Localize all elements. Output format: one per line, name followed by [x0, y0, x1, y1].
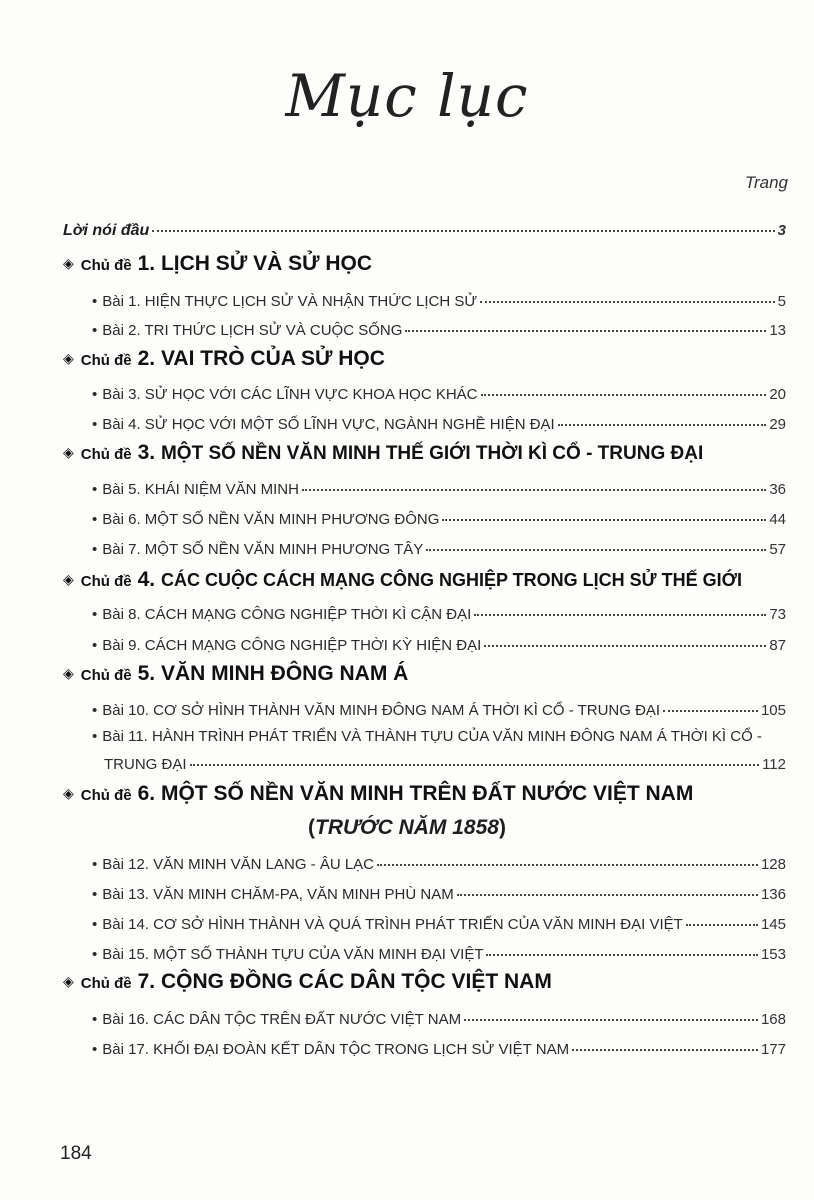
dot-leader	[457, 879, 758, 896]
diamond-bullet-icon: ◈	[63, 444, 74, 460]
toc-lesson-16[interactable]	[92, 1007, 786, 1028]
lesson-label: Bài 9. CÁCH MẠNG CÔNG NGHIỆP THỜI KỲ HIỆN ĐẠI	[102, 637, 482, 654]
lesson-page: 87	[769, 637, 786, 654]
toc-lesson-9[interactable]	[92, 633, 786, 654]
lesson-page: 128	[760, 856, 786, 873]
toc-lesson-2[interactable]	[92, 318, 786, 339]
subtitle-close-paren: )	[498, 816, 506, 839]
lesson-label: Bài 8. CÁCH MẠNG CÔNG NGHIỆP THỜI KÌ CẬN ĐẠI	[102, 606, 472, 623]
bullet-icon: •	[92, 916, 98, 933]
toc-topic-2[interactable]	[63, 347, 786, 371]
toc-topic-3[interactable]	[63, 441, 786, 465]
diamond-bullet-icon: ◈	[63, 665, 74, 681]
topic-number: 6.	[137, 782, 156, 805]
toc-entry-preface[interactable]	[63, 217, 786, 240]
bullet-icon: •	[92, 511, 98, 528]
dot-leader	[486, 939, 757, 956]
topic-title: VĂN MINH ĐÔNG NAM Á	[160, 662, 409, 685]
topic-prefix: Chủ đề	[80, 975, 132, 992]
lesson-label: Bài 10. CƠ SỞ HÌNH THÀNH VĂN MINH ĐÔNG NAM Á THỜI KÌ CỔ - TRUNG ĐẠI	[102, 702, 661, 719]
page-title: Mục lục	[285, 62, 529, 130]
dot-leader	[442, 504, 766, 521]
bullet-icon: •	[92, 637, 98, 654]
bullet-icon: •	[92, 702, 98, 719]
bullet-icon: •	[92, 1011, 98, 1028]
lesson-page: 29	[769, 416, 786, 433]
dot-leader	[405, 315, 766, 332]
topic-number: 1.	[137, 252, 156, 275]
lesson-page: 44	[769, 511, 786, 528]
lesson-page: 136	[760, 886, 786, 903]
lesson-label: Bài 3. SỬ HỌC VỚI CÁC LĨNH VỰC KHOA HỌC KHÁC	[102, 386, 478, 403]
topic-title: LỊCH SỬ VÀ SỬ HỌC	[160, 252, 373, 275]
topic-prefix: Chủ đề	[80, 573, 132, 590]
dot-leader	[480, 286, 774, 303]
lesson-page: 73	[769, 606, 786, 623]
lesson-page: 5	[777, 293, 786, 310]
toc-topic-6[interactable]	[63, 782, 786, 806]
topic-title: CỘNG ĐỒNG CÁC DÂN TỘC VIỆT NAM	[160, 970, 552, 993]
bullet-icon: •	[92, 1041, 98, 1058]
topic-prefix: Chủ đề	[80, 446, 132, 463]
bullet-icon: •	[92, 541, 98, 558]
topic-6-subtitle	[0, 816, 814, 840]
diamond-bullet-icon: ◈	[63, 255, 74, 271]
toc-lesson-11-continuation[interactable]	[104, 752, 786, 773]
diamond-bullet-icon: ◈	[63, 571, 74, 587]
lesson-page: 112	[762, 756, 786, 773]
toc-lesson-7[interactable]	[92, 537, 786, 558]
toc-lesson-6[interactable]	[92, 507, 786, 528]
subtitle-text: TRƯỚC NĂM	[315, 816, 453, 839]
lesson-page: 20	[769, 386, 786, 403]
lesson-label: Bài 12. VĂN MINH VĂN LANG - ÂU LẠC	[102, 856, 375, 873]
lesson-page: 168	[760, 1011, 786, 1028]
page-number: 184	[60, 1143, 92, 1164]
lesson-label: Bài 2. TRI THỨC LỊCH SỬ VÀ CUỘC SỐNG	[102, 322, 403, 339]
diamond-bullet-icon: ◈	[63, 350, 74, 366]
toc-entry-label: Lời nói đầu	[63, 222, 150, 239]
bullet-icon: •	[92, 322, 98, 339]
subtitle-open-paren: (	[308, 816, 316, 839]
lesson-label: Bài 11. HÀNH TRÌNH PHÁT TRIỂN VÀ THÀNH TỰU CỦA VĂN MINH ĐÔNG NAM Á THỜI KÌ CỔ -	[102, 728, 762, 745]
toc-lesson-17[interactable]	[92, 1037, 786, 1058]
bullet-icon: •	[92, 481, 98, 498]
toc-topic-5[interactable]	[63, 662, 786, 686]
toc-lesson-12[interactable]	[92, 852, 786, 873]
toc-lesson-5[interactable]	[92, 477, 786, 498]
toc-lesson-1[interactable]	[92, 289, 786, 310]
topic-number: 2.	[137, 347, 156, 370]
diamond-bullet-icon: ◈	[63, 785, 74, 801]
toc-lesson-11[interactable]	[92, 728, 786, 745]
toc-topic-1[interactable]	[63, 252, 786, 276]
lesson-label: Bài 1. HIỆN THỰC LỊCH SỬ VÀ NHẬN THỨC LỊCH SỬ	[102, 293, 478, 310]
lesson-label: Bài 4. SỬ HỌC VỚI MỘT SỐ LĨNH VỰC, NGÀNH NGHỀ HIỆN ĐẠI	[102, 416, 555, 433]
dot-leader	[663, 695, 758, 712]
lesson-page: 36	[769, 481, 786, 498]
dot-leader	[558, 409, 767, 426]
bullet-icon: •	[92, 886, 98, 903]
dot-leader	[190, 749, 760, 766]
topic-number: 7.	[137, 970, 156, 993]
lesson-page: 145	[760, 916, 786, 933]
lesson-label: Bài 6. MỘT SỐ NỀN VĂN MINH PHƯƠNG ĐÔNG	[102, 511, 440, 528]
bullet-icon: •	[92, 293, 98, 310]
toc-topic-4[interactable]	[63, 568, 786, 592]
dot-leader	[686, 909, 758, 926]
dot-leader	[302, 474, 766, 491]
toc-lesson-8[interactable]	[92, 602, 786, 623]
lesson-label: Bài 14. CƠ SỞ HÌNH THÀNH VÀ QUÁ TRÌNH PHÁT TRIỂN CỦA VĂN MINH ĐẠI VIỆT	[102, 916, 683, 933]
dot-leader	[474, 599, 766, 616]
toc-lesson-10[interactable]	[92, 698, 786, 719]
dot-leader	[484, 630, 766, 647]
lesson-label: Bài 5. KHÁI NIỆM VĂN MINH	[102, 481, 299, 498]
bullet-icon: •	[92, 728, 98, 745]
bullet-icon: •	[92, 386, 98, 403]
topic-title: MỘT SỐ NỀN VĂN MINH TRÊN ĐẤT NƯỚC VIỆT NAM	[160, 782, 694, 805]
toc-lesson-14[interactable]	[92, 912, 786, 933]
topic-number: 5.	[137, 662, 156, 685]
lesson-label: Bài 15. MỘT SỐ THÀNH TỰU CỦA VĂN MINH ĐẠI VIỆT	[102, 946, 484, 963]
lesson-page: 57	[769, 541, 786, 558]
topic-prefix: Chủ đề	[80, 352, 132, 369]
topic-prefix: Chủ đề	[80, 787, 132, 804]
topic-title: MỘT SỐ NỀN VĂN MINH THẾ GIỚI THỜI KÌ CỔ - TRUNG ĐẠI	[160, 443, 704, 464]
bullet-icon: •	[92, 946, 98, 963]
toc-entry-page: 3	[777, 222, 786, 239]
toc-lesson-15[interactable]	[92, 942, 786, 963]
toc-lesson-13[interactable]	[92, 882, 786, 903]
lesson-page: 13	[769, 322, 786, 339]
bullet-icon: •	[92, 606, 98, 623]
topic-title: VAI TRÒ CỦA SỬ HỌC	[160, 347, 385, 370]
lesson-page: 177	[760, 1041, 786, 1058]
dot-leader	[152, 214, 774, 232]
subtitle-year: 1858	[452, 816, 499, 839]
lesson-page: 153	[760, 946, 786, 963]
lesson-label: Bài 16. CÁC DÂN TỘC TRÊN ĐẤT NƯỚC VIỆT NAM	[102, 1011, 462, 1028]
dot-leader	[572, 1034, 758, 1051]
toc-topic-7[interactable]	[63, 970, 786, 994]
toc-lesson-4[interactable]	[92, 412, 786, 433]
topic-prefix: Chủ đề	[80, 257, 132, 274]
topic-number: 4.	[137, 568, 156, 591]
dot-leader	[426, 534, 766, 551]
diamond-bullet-icon: ◈	[63, 973, 74, 989]
dot-leader	[464, 1004, 758, 1021]
bullet-icon: •	[92, 416, 98, 433]
bullet-icon: •	[92, 856, 98, 873]
lesson-label: Bài 7. MỘT SỐ NỀN VĂN MINH PHƯƠNG TÂY	[102, 541, 424, 558]
topic-title: CÁC CUỘC CÁCH MẠNG CÔNG NGHIỆP TRONG LỊCH SỬ THẾ GIỚI	[160, 570, 742, 590]
lesson-page: 105	[760, 702, 786, 719]
dot-leader	[481, 379, 767, 396]
topic-number: 3.	[137, 441, 156, 464]
topic-prefix: Chủ đề	[80, 667, 132, 684]
page-column-header: Trang	[744, 173, 788, 192]
toc-lesson-3[interactable]	[92, 382, 786, 403]
dot-leader	[377, 849, 758, 866]
lesson-label: Bài 13. VĂN MINH CHĂM-PA, VĂN MINH PHÙ NAM	[102, 886, 454, 903]
lesson-label-continued: TRUNG ĐẠI	[104, 756, 187, 773]
lesson-label: Bài 17. KHỐI ĐẠI ĐOÀN KẾT DÂN TỘC TRONG LỊCH SỬ VIỆT NAM	[102, 1041, 570, 1058]
